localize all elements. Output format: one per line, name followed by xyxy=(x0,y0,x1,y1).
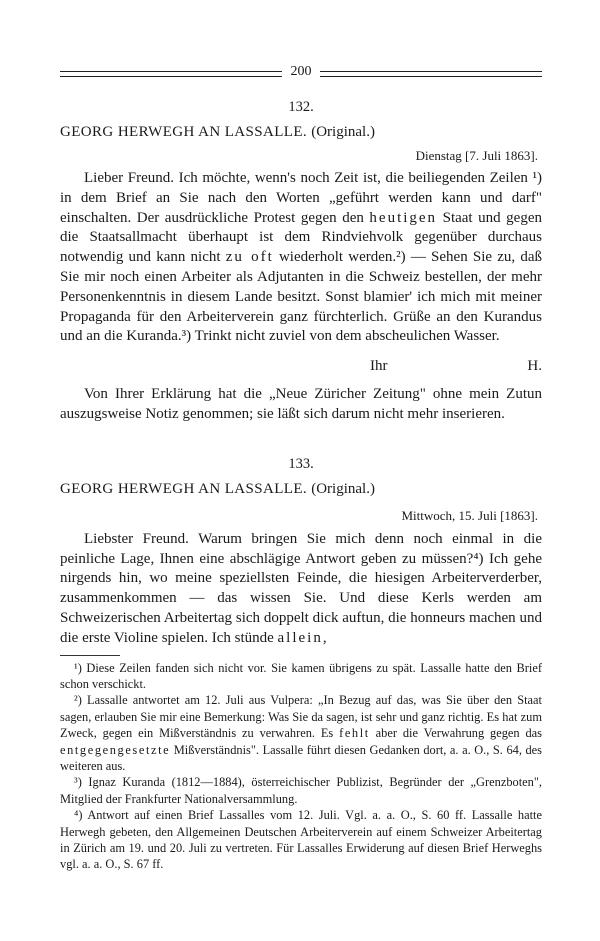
text-run: ²) Lassalle antwortet am 12. Juli aus Vulpera: „In Bezug auf das, was Sie über den Staat sagen, erlauben Sie mir eine Bemerkung: Was Sie da sagen, ist sehr und ganz richtig. Es hat zum Zweck, gegen ein Mißverständnis zu verwahren. Es xyxy=(60,693,542,741)
text-run: Liebster Freund. Warum bringen Sie mich denn noch einmal in die peinliche Lage, Ihnen eine abschlägige Antwort geben zu müssen?⁴) Ich gehe nirgends hin, wo meine speziellsten Feinde, die hiesigen Arbeiterverderber, zusammenkommen — das wissen Sie. Und diese Kerls werden am Schweizerischen Arbeitertag sich doppelt dick auftun, die honneurs machen und die erste Violine spielen. Ich stünde xyxy=(60,530,542,646)
footnote-1: ¹) Diese Zeilen fanden sich nicht vor. Sie kamen übrigens zu spät. Lassalle hatte den Brief schon verschickt. xyxy=(60,660,542,691)
postscript-paragraph: Von Ihrer Erklärung hat die „Neue Züricher Zeitung" ohne mein Zutun auszugsweise Notiz genommen; sie läßt sich darum nicht mehr inserieren. xyxy=(60,386,542,422)
text-run: , xyxy=(322,629,327,646)
text-run: Staat und gegen die Staatsallmacht überhaupt ist dem Rindviehvolk gegenüber durchaus notwendig und kann nicht xyxy=(60,209,542,266)
footnote-rule xyxy=(60,655,120,656)
double-rule-right xyxy=(320,71,542,77)
signature-line xyxy=(60,356,542,376)
spaced-emphasis: entgegengesetzte xyxy=(60,742,171,757)
letter-heading-note: (Original.) xyxy=(311,124,375,140)
letter-number: 132. xyxy=(288,99,314,115)
footnote-4: ⁴) Antwort auf einen Brief Lassalles vom 12. Juli. Vgl. a. a. O., S. 60 ff. Lassalle hatte Herwegh gebeten, den Allgemeinen Deutschen Arbeiterverein auf einem Schweizer Arbeitertag in Zürich am 19. und 20. Juli zu vertreten. Für Lassalles Erwiderung auf diesen Brief Herweghs vgl. a. a. O., S. 67 ff. xyxy=(60,808,542,872)
spaced-emphasis: heutigen xyxy=(369,209,438,226)
letter-heading-note: (Original.) xyxy=(311,480,375,497)
text-run: wiederholt werden.²) — Sehen Sie zu, daß Sie mir noch einen Arbeiter als Adjutanten in die Schweiz bestellen, der mehr Personenkenntnis in diesem Lande besitzt. Sonst blamier' ich mich mit meiner Propaganda für den Arbeiterverein ganz fürchterlich. Grüße an den Kurandus und an die Kuranda.³) Trinkt nicht zuviel von dem abscheulichen Wasser. xyxy=(60,249,542,345)
spaced-emphasis: allein xyxy=(277,629,323,646)
running-head xyxy=(60,62,542,82)
spaced-emphasis: zu oft xyxy=(225,249,274,266)
spaced-emphasis: fehlt xyxy=(339,726,370,741)
signature-initial: H. xyxy=(527,358,542,375)
letter-paragraph xyxy=(60,530,542,649)
text-run: Mißverständnis". Lassalle führt diesen Gedanken dort, a. a. O., S. 64, des weiteren aus. xyxy=(60,742,542,773)
text-run: aber die Verwahrung gegen das xyxy=(369,726,542,741)
letter-heading xyxy=(60,122,542,142)
footnotes xyxy=(60,660,542,873)
letter-heading-text: GEORG HERWEGH AN LASSALLE. xyxy=(60,124,308,140)
letter-dateline: Mittwoch, 15. Juli [1863]. xyxy=(401,507,538,523)
footnote-3: ³) Ignaz Kuranda (1812—1884), österreichischer Publizist, Begründer der „Grenzboten", Mitglied der Frankfurter Nationalversammlung. xyxy=(60,775,542,806)
page-number: 200 xyxy=(290,64,312,79)
footnote-2 xyxy=(60,692,542,774)
letter-heading xyxy=(60,479,542,499)
letter-paragraph xyxy=(60,169,542,347)
signature-ihr: Ihr xyxy=(370,358,388,375)
letter-number: 133. xyxy=(288,455,314,472)
letter-heading-text: GEORG HERWEGH AN LASSALLE. xyxy=(60,480,308,497)
letter-dateline: Dienstag [7. Juli 1863]. xyxy=(415,148,538,163)
text-run: Lieber Freund. Ich möchte, wenn's noch Zeit ist, die beiliegenden Zeilen ¹) in dem Brief an Sie nach den Worten „geführt werden kann und darf" einschalten. Der ausdrückliche Protest gegen den xyxy=(60,170,542,226)
book-page xyxy=(60,62,542,873)
